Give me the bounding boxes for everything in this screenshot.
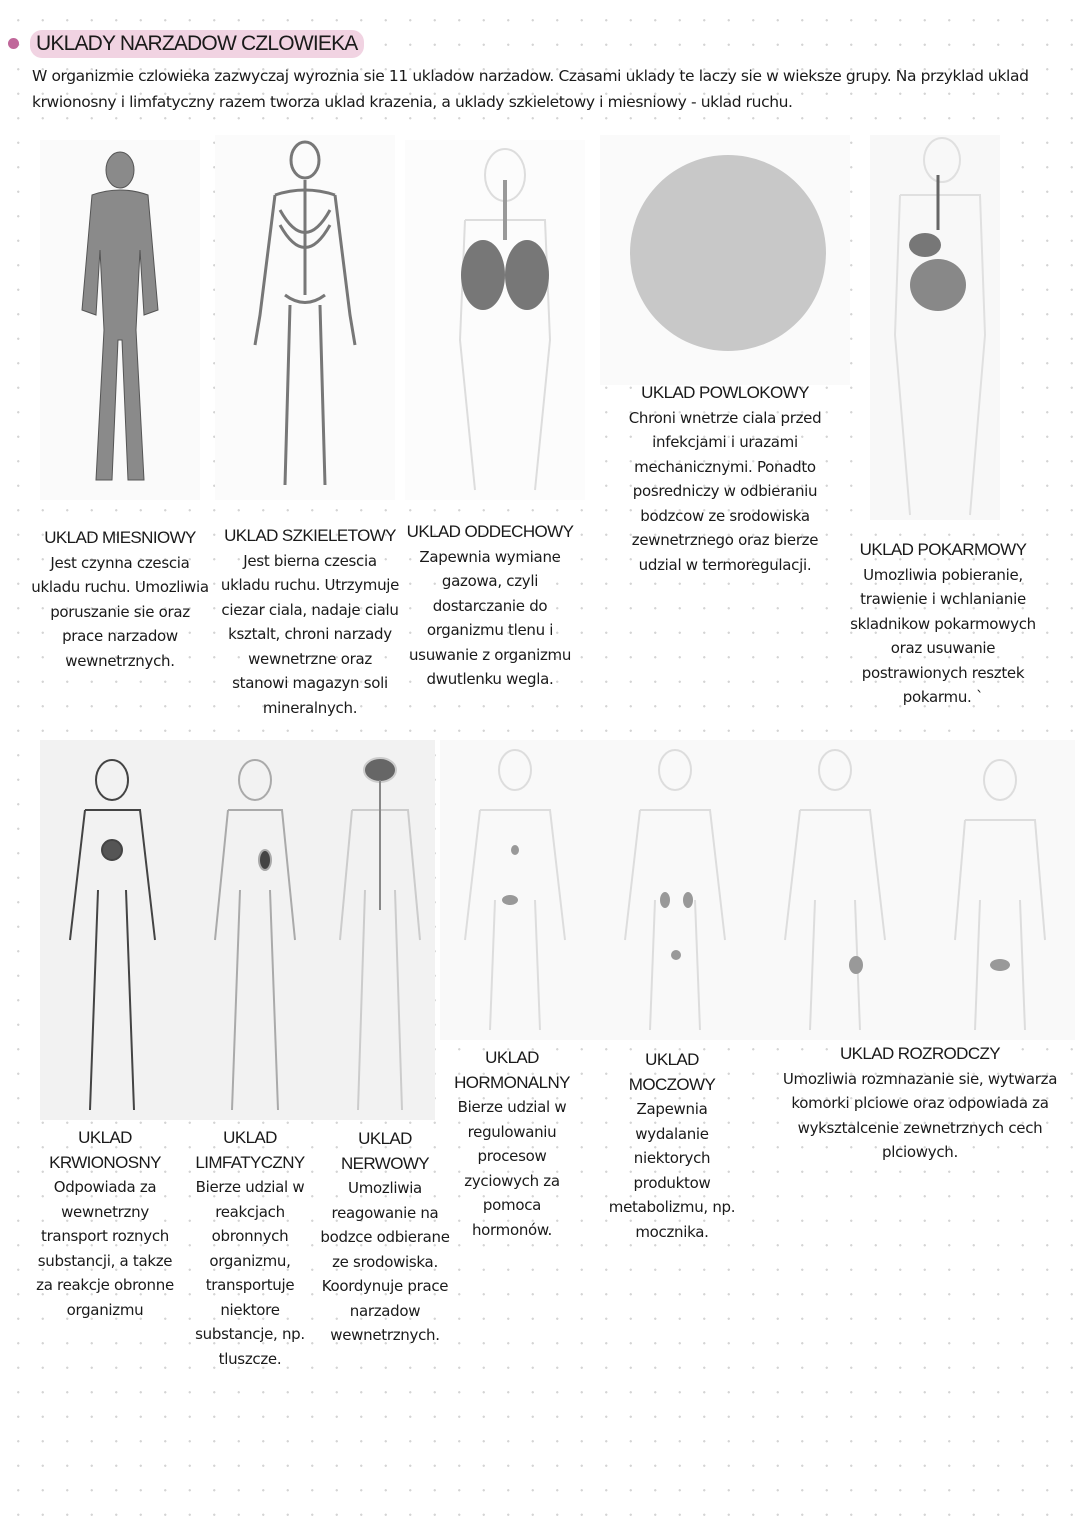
system-urinary: [609, 1048, 735, 1244]
system-description-line: gazowa, czyli: [441, 572, 539, 590]
system-description-line: wewnetrzny: [61, 1202, 149, 1221]
system-description-line: skladnikow pokarmowych: [850, 614, 1036, 633]
respiratory-system-illustration: [405, 140, 585, 500]
system-description-line: niektore: [220, 1300, 280, 1319]
system-heading: UKLAD ROZRODCZY: [839, 1044, 1001, 1063]
system-digestive: [850, 538, 1036, 710]
system-description-line: za reakcje obronne: [36, 1276, 174, 1294]
system-description-line: regulowaniu: [467, 1122, 557, 1141]
system-nervous: [320, 1127, 449, 1348]
integumentary-system-illustration: [600, 135, 850, 385]
system-heading: UKLAD SZKIELETOWY: [224, 526, 396, 545]
system-description-line: wewnetrznych.: [65, 651, 175, 670]
system-heading: UKLAD: [223, 1128, 277, 1147]
system-description-line: bodzce odbierane: [320, 1228, 450, 1246]
page-title: UKLADY NARZADOW CZLOWIEKA: [30, 30, 364, 58]
system-heading: HORMONALNY: [454, 1072, 570, 1092]
system-description-line: Bierze udzial w: [457, 1098, 567, 1116]
endocrine-urinary-reproductive-illustration: [440, 740, 1075, 1040]
system-description-line: trawienie i wchlanianie: [860, 590, 1026, 608]
system-heading: UKLAD MIESNIOWY: [44, 528, 196, 547]
system-heading: LIMFATYCZNY: [195, 1152, 305, 1172]
system-heading: UKLAD: [645, 1050, 699, 1069]
system-heading: KRWIONOSNY: [49, 1152, 161, 1172]
system-heading: UKLAD POWLOKOWY: [641, 383, 809, 402]
system-description-line: udzial w termoregulacji.: [638, 555, 812, 574]
system-description-line: obronnych: [211, 1227, 289, 1245]
system-heading: UKLAD: [78, 1128, 132, 1147]
system-description-line: Chroni wnetrze ciala przed: [628, 408, 822, 427]
system-description-line: wydalanie: [635, 1124, 709, 1143]
digestive-system-illustration: [870, 135, 1000, 520]
system-description-line: dwutlenku wegla.: [426, 670, 554, 688]
skeletal-system-illustration: [215, 135, 395, 500]
system-description-line: transportuje: [205, 1276, 295, 1294]
system-description-line: wewnetrznych.: [330, 1326, 440, 1344]
circulatory-lymphatic-nervous-illustration: [40, 740, 435, 1120]
system-description-line: mineralnych.: [262, 698, 358, 717]
muscular-system-illustration: [40, 140, 200, 500]
system-circulatory: [36, 1126, 174, 1322]
system-description-line: oraz usuwanie: [890, 639, 996, 657]
system-description-line: postrawionych resztek: [861, 663, 1025, 682]
system-description-line: ukladu ruchu. Utrzymuje: [220, 576, 400, 594]
system-heading: NERWOWY: [340, 1153, 430, 1173]
system-integumentary: [629, 381, 822, 577]
system-description-line: organizmu tlenu i: [426, 621, 554, 639]
system-description-line: tluszcze.: [218, 1349, 282, 1368]
system-description-line: Umozliwia: [348, 1179, 422, 1197]
system-description-line: dostarczanie do: [432, 596, 548, 615]
system-description-line: infekcjami i urazami: [652, 433, 798, 451]
system-description-line: poruszanie sie oraz: [50, 602, 190, 621]
intro-paragraph: W organizmie czlowieka zazwyczaj wyroznia sie 11 ukladow narzadow. Czasami uklady te laczy sie w wieksze grupy. Na przyklad uklad krwionosny i limfatyczny razem tworza uklad krazenia, a uklady szkieletowy i miesniowy - uklad ruchu.: [32, 67, 1029, 111]
system-endocrine: [454, 1046, 570, 1242]
system-description-line: substancje, np.: [195, 1325, 305, 1343]
system-description-line: Koordynuje prace: [321, 1277, 449, 1295]
system-description-line: Odpowiada za: [53, 1178, 157, 1196]
system-description-line: produktow: [633, 1173, 711, 1192]
system-description-line: organizmu,: [209, 1251, 291, 1270]
system-description-line: Umozliwia rozmnazanie sie, wytwarza: [782, 1069, 1058, 1088]
system-description-line: Zapewnia wymiane: [419, 547, 561, 566]
system-description-line: Jest czynna czescia: [50, 553, 190, 572]
system-respiratory: [407, 520, 574, 692]
system-description-line: zyciowych za: [464, 1171, 560, 1190]
system-description-line: narzadow: [349, 1301, 421, 1320]
bullet-icon: [8, 38, 19, 49]
system-lymphatic: [195, 1126, 305, 1371]
system-heading: UKLAD ODDECHOWY: [406, 522, 574, 541]
system-description-line: usuwanie z organizmu: [408, 645, 572, 664]
system-description-line: hormonów.: [471, 1220, 553, 1239]
system-description-line: komorki plciowe oraz odpowiada za: [791, 1094, 1049, 1112]
system-reproductive: [783, 1042, 1057, 1165]
system-description-line: wyksztalcenie zewnetrznych cech: [797, 1118, 1043, 1137]
system-description-line: Zapewnia: [636, 1100, 708, 1118]
system-description-line: transport roznych: [40, 1227, 169, 1245]
system-description-line: ze srodowiska.: [332, 1252, 438, 1271]
system-description-line: Bierze udzial w: [195, 1178, 305, 1196]
system-description-line: mocznika.: [635, 1222, 709, 1241]
system-description-line: substancji, a takze: [37, 1251, 173, 1270]
system-description-line: prace narzadow: [62, 627, 178, 645]
system-description-line: plciowych.: [882, 1143, 958, 1161]
system-description-line: niektorych: [633, 1149, 711, 1167]
system-description-line: bodzcow ze srodowiska: [640, 506, 810, 525]
system-description-line: organizmu: [66, 1300, 144, 1319]
system-description-line: zewnetrznego oraz bierze: [631, 531, 819, 549]
system-heading: UKLAD: [358, 1129, 412, 1148]
system-description-line: wewnetrzne oraz: [248, 649, 372, 668]
system-description-line: procesow: [477, 1147, 547, 1165]
system-muscular: [31, 526, 209, 673]
system-description-line: pokarmu. `: [902, 688, 984, 706]
system-description-line: stanowi magazyn soli: [232, 674, 388, 692]
system-description-line: mechanicznymi. Ponadto: [634, 457, 816, 476]
system-description-line: posredniczy w odbieraniu: [632, 482, 818, 500]
system-description-line: ukladu ruchu. Umozliwia: [31, 578, 209, 596]
system-description-line: reakcjach: [215, 1202, 285, 1221]
system-skeletal: [221, 524, 399, 720]
system-heading: UKLAD POKARMOWY: [859, 540, 1027, 559]
system-heading: UKLAD: [485, 1048, 539, 1067]
system-description-line: reagowanie na: [331, 1203, 439, 1222]
system-description-line: metabolizmu, np.: [608, 1198, 736, 1216]
system-description-line: ksztalt, chroni narzady: [228, 625, 392, 643]
system-description-line: ciezar ciala, nadaje cialu: [221, 600, 399, 619]
system-description-line: pomoca: [482, 1196, 542, 1214]
system-description-line: Umozliwia pobieranie,: [863, 565, 1023, 584]
system-description-line: Jest bierna czescia: [243, 551, 377, 570]
system-heading: MOCZOWY: [628, 1074, 716, 1094]
